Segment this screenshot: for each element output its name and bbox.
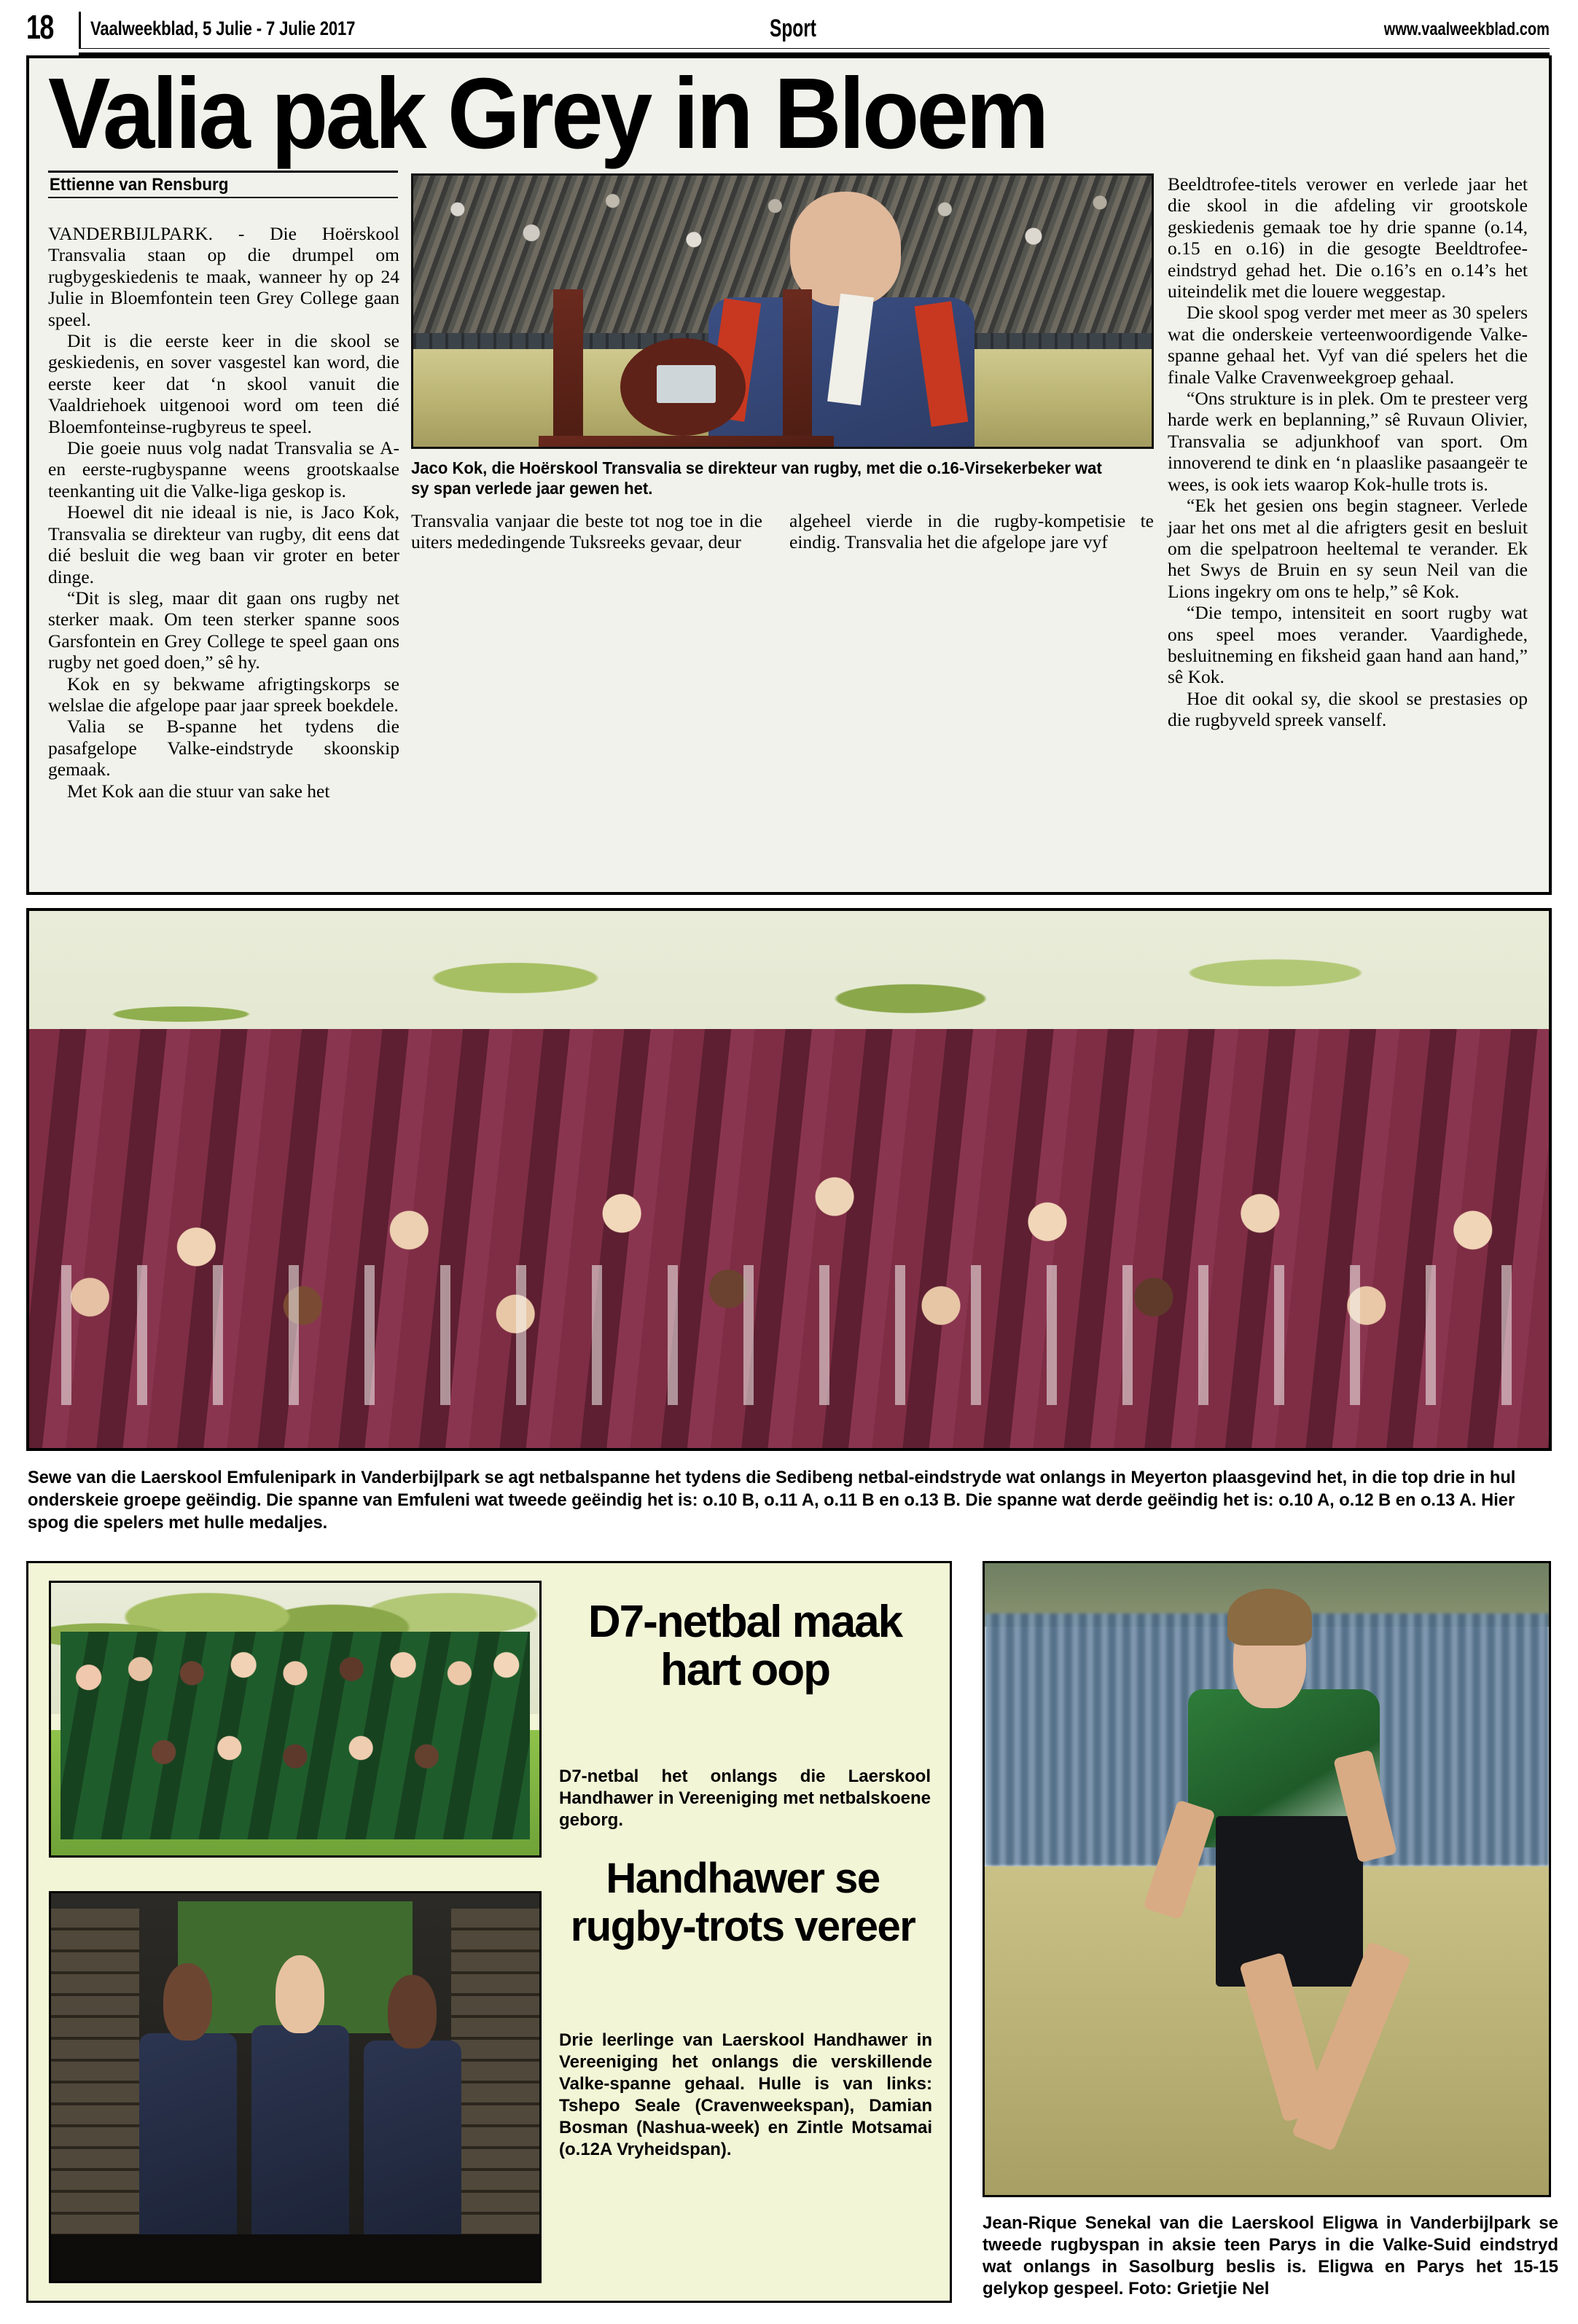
paragraph: Dit is die eerste keer in die skool se geskiedenis, en sover vasgestel kan word, die eerste keer dat ‘n skool vanuit die Vaaldriehoek uitgenooi word om teen dié Bloemfonteinse-rugbyreus te speel.	[48, 330, 399, 437]
rugby-trots-caption: Drie leerlinge van Laerskool Handhawer in Vereeniging het onlangs die verskillende Valke-spanne gehaal. Hulle is van links: Tshepo Seale (Cravenweekspan), Damian Bosman (Nashua-week) en Zintle Motsamai (o.12A Vryheidspan).	[559, 2030, 932, 2159]
trophy-badge	[657, 365, 716, 403]
paragraph: “Ek het gesien ons begin stagneer. Verlede jaar het ons met al die afrigters gesit en besluit om die spelpatroon heeltemal te verander. Ek het Swys de Bruin en sy seun Neil van die Lions ingekry om ons te help,” sê Kok.	[1168, 495, 1528, 602]
paragraph: Hoe dit ookal sy, die skool se prestasies op die rugbyveld spreek vanself.	[1168, 687, 1528, 731]
photo-art	[413, 176, 1152, 447]
paragraph: Valia se B-spanne het tydens die pasafgelope Valke-eindstryde skoonskip gemaak.	[48, 716, 399, 780]
masthead	[26, 10, 1550, 50]
byline: Ettienne van Rensburg	[49, 175, 229, 195]
trophy-base	[539, 436, 834, 449]
masthead-divider	[79, 12, 81, 48]
netbal-caption: D7-netbal het onlangs die Laerskool Handhawer in Vereeniging met netbalskoene geborg.	[559, 1767, 931, 1830]
rugby-trots-headline: Handhawer se rugby-trots vereer	[570, 1855, 915, 1950]
learner-head-middle	[276, 1955, 324, 2032]
article-column-2a	[411, 510, 762, 553]
photo-netball-teams	[26, 908, 1552, 1451]
photo-caption-running-player: Jean-Rique Senekal van die Laerskool Eligwa in Vanderbijlpark se tweede rugbyspan in aksie teen Parys in die Valke-Suid eindstryd wat onlangs in Sasolburg beslis is. Eligwa en Parys het 15-15 gelykop gespeel. Foto: Grietjie Nel	[983, 2213, 1558, 2298]
paragraph: Die skool spog verder met meer as 30 spelers wat die onderskeie verteenwoordigende Valke-spanne gehaal het. Vyf van dié spelers het die finale Valke Cravenweekgroep gehaal.	[1168, 302, 1528, 388]
photo-caption-netball-teams: Sewe van die Laerskool Emfulenipark in Vanderbijlpark se agt netbalspanne het tydens die Sedibeng netbal-eindstryde wat onlangs in Meyerton plaasgevind het, in die top drie in hul onderskeie groepe geëindig. Die spanne van Emfuleni wat tweede geëindig het is: o.10 B, o.11 A, o.11 B en o.13 B. Die spanne wat derde geëindig het is: o.10 A, o.12 B en o.13 A. Hier spog die spelers met hulle medaljes.	[28, 1468, 1516, 1533]
byline-rule-bottom	[48, 197, 398, 198]
paragraph: Met Kok aan die stuur van sake het	[67, 780, 330, 802]
paragraph: Beeldtrofee-titels verower en verlede jaar het die skool in die afdeling vir grootskole geskiedenis gemaak toe hy drie spanne (o.14, o.15 en o.16) in die gesogte Beeldtrofee-eindstryd gehad het. Die o.16’s en o.14’s het uiteindelik met die louere weggestap.	[1168, 173, 1528, 302]
masthead-hairline	[79, 48, 1550, 49]
netbal-headline: D7-netbal maak hart oop	[587, 1597, 902, 1695]
article-column-2b	[789, 510, 1154, 553]
website-url: www.vaalweekblad.com	[1383, 19, 1550, 39]
player-hair	[1227, 1589, 1312, 1646]
photo-art	[51, 1583, 539, 1855]
paragraph: “Ons strukture is in plek. Om te presteer verg harde werk en beplanning,” sê Ruvaun Olivier, Transvalia se adjunkhoof van sport. Om innoverend te dink en ‘n plaaslike pasaangeër te wees, is ook iets waarop Kok-hulle trots is.	[1168, 388, 1528, 495]
trophy-cabinet-left	[51, 1909, 139, 2265]
article-column-3	[1168, 173, 1528, 731]
photo-three-learners	[49, 1891, 542, 2283]
paragraph: Kok en sy bekwame afrigtingskorps se welslae die afgelope paar jaar spreek boekdele.	[48, 673, 399, 716]
page-number: 18	[26, 8, 53, 46]
photo-jaco-kok	[411, 173, 1154, 449]
learner-jacket-right	[364, 2041, 461, 2234]
floor-shadow	[51, 2234, 539, 2281]
learner-head-right	[388, 1975, 437, 2049]
bottom-left-box	[26, 1561, 952, 2303]
photo-d7-netbal	[49, 1581, 542, 1858]
photo-art	[985, 1563, 1549, 2195]
publication-date: Vaalweekblad, 5 Julie - 7 Julie 2017	[90, 17, 356, 39]
photo-running-rugby-player	[983, 1561, 1551, 2197]
trophy-board	[553, 289, 583, 447]
main-article	[26, 55, 1552, 895]
byline-block	[48, 171, 398, 198]
player-shorts	[1216, 1816, 1362, 1987]
person-head	[790, 192, 901, 305]
trophy-board	[783, 289, 813, 447]
trophy-cabinet-right	[451, 1909, 539, 2265]
white-collars	[29, 1265, 1549, 1405]
photo-caption-jaco-kok: Jaco Kok, die Hoërskool Transvalia se direkteur van rugby, met die o.16-Virsekerbeker wat sy span verlede jaar gewen het.	[411, 458, 1102, 498]
group-of-learners	[60, 1632, 529, 1839]
learner-head-left	[163, 1963, 212, 2041]
paragraph: algeheel vierde in die rugby-kompetisie te eindig. Transvalia het die afgelope jare vyf	[789, 510, 1154, 553]
article-column-1	[48, 223, 399, 802]
paragraph: “Die tempo, intensiteit en soort rugby wat ons speel moes verander. Vaardighede, besluitneming en fiksheid gaan hand aan hand,” sê Kok.	[1168, 602, 1528, 688]
learner-jacket-middle	[251, 2025, 349, 2234]
section-title: Sport	[770, 15, 816, 42]
paragraph: Die goeie nuus volg nadat Transvalia se A- en eerste-rugbyspanne weens grootskaalse teenkanting uit die Valke-liga geskop is.	[48, 437, 399, 501]
photo-art	[29, 911, 1549, 1448]
paragraph: Transvalia vanjaar die beste tot nog toe in die uiters mededingende Tuksreeks gevaar, deur	[411, 510, 762, 553]
paragraph: “Dit is sleg, maar dit gaan ons rugby net sterker maak. Om teen sterker spanne soos Garsfontein en Grey College te speel gaan ons rugby net goed doen,” sê hy.	[48, 587, 399, 673]
learner-jacket-left	[139, 2033, 237, 2235]
paragraph: Hoewel dit nie ideaal is nie, is Jaco Kok, Transvalia se direkteur van rugby, dit eens dat dié besluit die weg baan vir groter en beter dinge.	[48, 501, 399, 587]
paragraph: VANDERBIJLPARK. - Die Hoërskool Transvalia staan op die drumpel om rugbygeskiedenis te maak, wanneer hy op 24 Julie in Bloemfontein teen Grey College gaan speel.	[48, 223, 399, 330]
main-headline: Valia pak Grey in Bloem	[48, 58, 1047, 170]
photo-art	[51, 1893, 539, 2281]
